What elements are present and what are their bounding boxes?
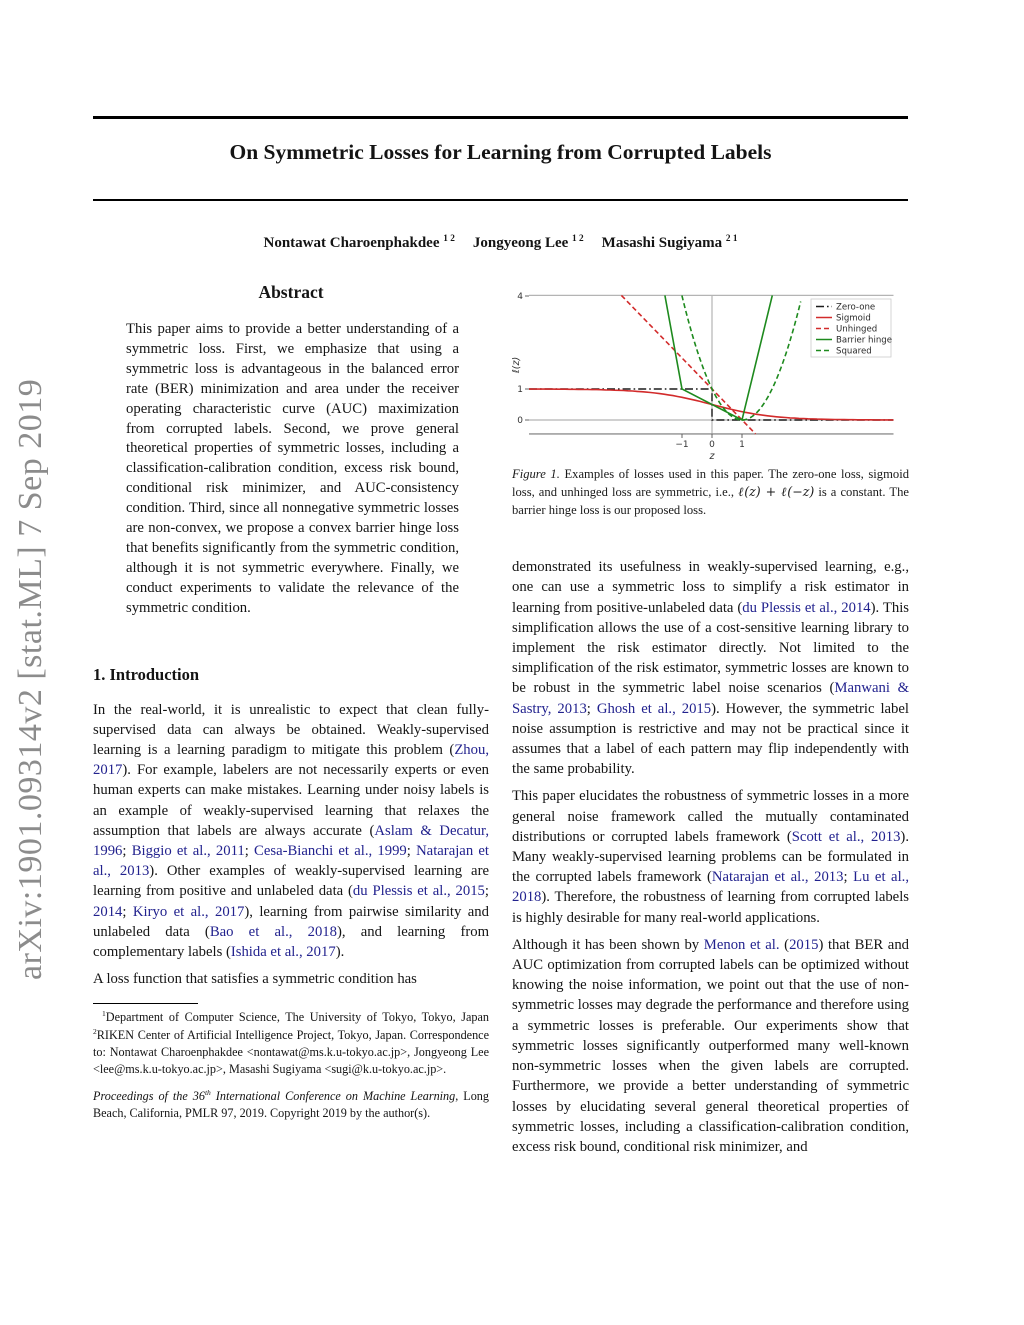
svg-text:4: 4 xyxy=(517,292,523,302)
svg-text:Barrier hinge: Barrier hinge xyxy=(836,335,893,346)
svg-text:Squared: Squared xyxy=(836,346,872,357)
citation-link[interactable]: du Plessis et al., 2014 xyxy=(742,599,871,616)
citation-link[interactable]: Menon et al. xyxy=(703,936,780,953)
citation-link[interactable]: Biggio et al., 2011 xyxy=(131,843,245,860)
citation-link[interactable]: Ghosh et al., 2015 xyxy=(596,700,712,717)
right-column xyxy=(512,285,909,1157)
figure-1-chart xyxy=(512,285,909,461)
svg-text:−1: −1 xyxy=(675,439,689,450)
svg-text:1: 1 xyxy=(517,385,523,395)
svg-text:0: 0 xyxy=(709,439,715,450)
title-rule-top xyxy=(93,116,908,119)
citation-link[interactable]: 2014 xyxy=(93,903,123,920)
abstract-text: This paper aims to provide a better understanding of a symmetric loss. First, we emphasize that using a symmetric loss is advantageous in the balanced error rate (BER) minimization and area under the receiver operating characteristic curve (AUC) maximization from corrupted labels. Second, we prove general theoretical properties of symmetric losses, including a classification-calibration condition, excess risk bound, conditional risk minimizer, and AUC-consistency condition. Third, since all nonnegative symmetric losses are non-convex, we propose a convex barrier hinge loss that benefits significantly from the symmetric condition, although it is not symmetric everywhere. Finally, we conduct experiments to validate the relevance of the symmetric condition. xyxy=(126,321,459,616)
author-line xyxy=(93,235,908,252)
citation-link[interactable]: Scott et al., 2013 xyxy=(791,828,901,845)
svg-text:Unhinged: Unhinged xyxy=(836,324,878,335)
citation-link[interactable]: Ishida et al., 2017 xyxy=(230,944,336,961)
citation-link[interactable]: Aslam & Decatur, 1996 xyxy=(93,822,489,860)
citation-link[interactable]: du Plessis et al., 2015 xyxy=(352,883,485,900)
footnote-affiliations: $^1$Department of Computer Science, The University of Tokyo, Tokyo, Japan $^2$RIKEN Center of Artificial Intelligence Project, Tokyo, Japan. Correspondence to: Nontawat Charoenphakdee <nontawat@ms.k.u-tokyo.ac.jp>, Jongyeong Lee <lee@ms.k.u-tokyo.ac.jp>, Masashi Sugiyama <sugi@k.u-tokyo.ac.jp>. xyxy=(93,1009,489,1077)
figure-1-caption: Figure 1. Examples of losses used in this paper. The zero-one loss, sigmoid loss, and unhinged loss are symmetric, i.e., ℓ(z) + ℓ(−z) is a constant. The barrier hinge loss is our proposed loss. xyxy=(512,467,910,517)
abstract-heading: Abstract xyxy=(258,282,324,302)
citation-link[interactable]: 2015 xyxy=(789,936,819,953)
citation-link[interactable]: Natarajan et al., 2013 xyxy=(711,869,844,886)
citation-link[interactable]: Manwani & Sastry, 2013 xyxy=(512,680,909,717)
body-paragraph-2: This paper elucidates the robustness of symmetric losses in a more general noise framework called the mutually contaminated distributions or corrupted labels framework (Scott et al., 2013). Many weakly-supervised learning problems can be formulated in the corrupted labels framework (Natarajan et al., 2013; Lu et al., 2018). Therefore, the robustness of learning from corrupted labels is highly desirable for many real-world applications. xyxy=(512,788,909,926)
citation-link[interactable]: Cesa-Bianchi et al., 1999 xyxy=(254,843,407,860)
svg-text:Zero-one: Zero-one xyxy=(836,302,876,313)
series-unhinged xyxy=(621,295,755,434)
figure-1-plot xyxy=(512,285,909,461)
body-paragraph-3: Although it has been shown by Menon et al. (2015) that BER and AUC optimization from corrupted labels can be optimized without knowing the noise information, we point out that the use of non-symmetric losses may degrade the performance and therefore using a symmetric losses is preferable. Our experiments show that symmetric losses significantly outperformed many well-known non-symmetric losses when the given labels are corrupted. Furthermore, we provide a better understanding of symmetric losses by elucidating several general theoretical properties of symmetric losses, including a classification-calibration condition, excess risk bound, conditional risk minimizer, and xyxy=(512,936,910,1155)
svg-text:Sigmoid: Sigmoid xyxy=(836,313,871,324)
author-name: Masashi Sugiyama $^{2 1}$ xyxy=(601,234,738,251)
chart-legend xyxy=(811,299,892,357)
body-paragraph-1: demonstrated its usefulness in weakly-supervised learning, e.g., one can use a symmetric loss to simplify a risk estimator in learning from positive-unlabeled data (du Plessis et al., 2014). This simplification allows the use of a cost-sensitive learning library to implement the risk estimator directly. Not limited to the simplification of the risk estimator, symmetric losses are known to be robust in the symmetric label noise scenarios (Manwani & Sastry, 2013; Ghosh et al., 2015). However, the symmetric label noise assumption is restrictive and may not be practical since it assumes that a label of each pattern may flip independently with the same probability. xyxy=(512,559,910,778)
author-name: Jongyeong Lee $^{1 2}$ xyxy=(472,234,584,251)
footnote-proceedings: Proceedings of the 36th International Conference on Machine Learning, Long Beach, California, PMLR 97, 2019. Copyright 2019 by the author(s). xyxy=(93,1088,489,1121)
svg-text:0: 0 xyxy=(517,416,523,426)
svg-text:ℓ(z): ℓ(z) xyxy=(512,356,522,374)
intro-paragraph-1: In the real-world, it is unrealistic to expect that clean fully-supervised data can always be obtained. Weakly-supervised learning is a learning paradigm to mitigate this problem (Zhou, 2017). For example, labelers are not necessarily experts or even human experts can make mistakes. Learning under noisy labels is an example of weakly-supervised learning that relaxes the assumption that labels are always accurate (Aslam & Decatur, 1996; Biggio et al., 2011; Cesa-Bianchi et al., 1999; Natarajan et al., 2013). Other examples of weakly-supervised learning are learning from positive and unlabeled data (du Plessis et al., 2015; 2014; Kiryo et al., 2017), learning from pairwise similarity and unlabeled data (Bao et al., 2018), and learning from complementary labels (Ishida et al., 2017). xyxy=(93,701,489,961)
intro-paragraph-2: A loss function that satisfies a symmetric condition has xyxy=(93,971,417,988)
left-column xyxy=(93,282,489,1123)
svg-text:1: 1 xyxy=(739,439,745,450)
citation-link[interactable]: Kiryo et al., 2017 xyxy=(132,903,245,920)
paper-title: On Symmetric Losses for Learning from Corrupted Labels xyxy=(229,140,772,164)
footnote-rule xyxy=(93,1003,198,1004)
title-rule-bottom xyxy=(93,199,908,201)
author-name: Nontawat Charoenphakdee $^{1 2}$ xyxy=(263,234,455,251)
arxiv-watermark: arXiv:1901.09314v2 [stat.ML] 7 Sep 2019 xyxy=(12,378,49,980)
citation-link[interactable]: Bao et al., 2018 xyxy=(209,923,337,940)
section-heading-introduction: 1. Introduction xyxy=(93,664,200,684)
citation-link[interactable]: Lu et al., 2018 xyxy=(512,869,909,906)
svg-text:z: z xyxy=(709,450,715,461)
citation-link[interactable]: Natarajan et al., 2013 xyxy=(93,843,489,880)
citation-link[interactable]: Zhou, 2017 xyxy=(93,742,489,779)
